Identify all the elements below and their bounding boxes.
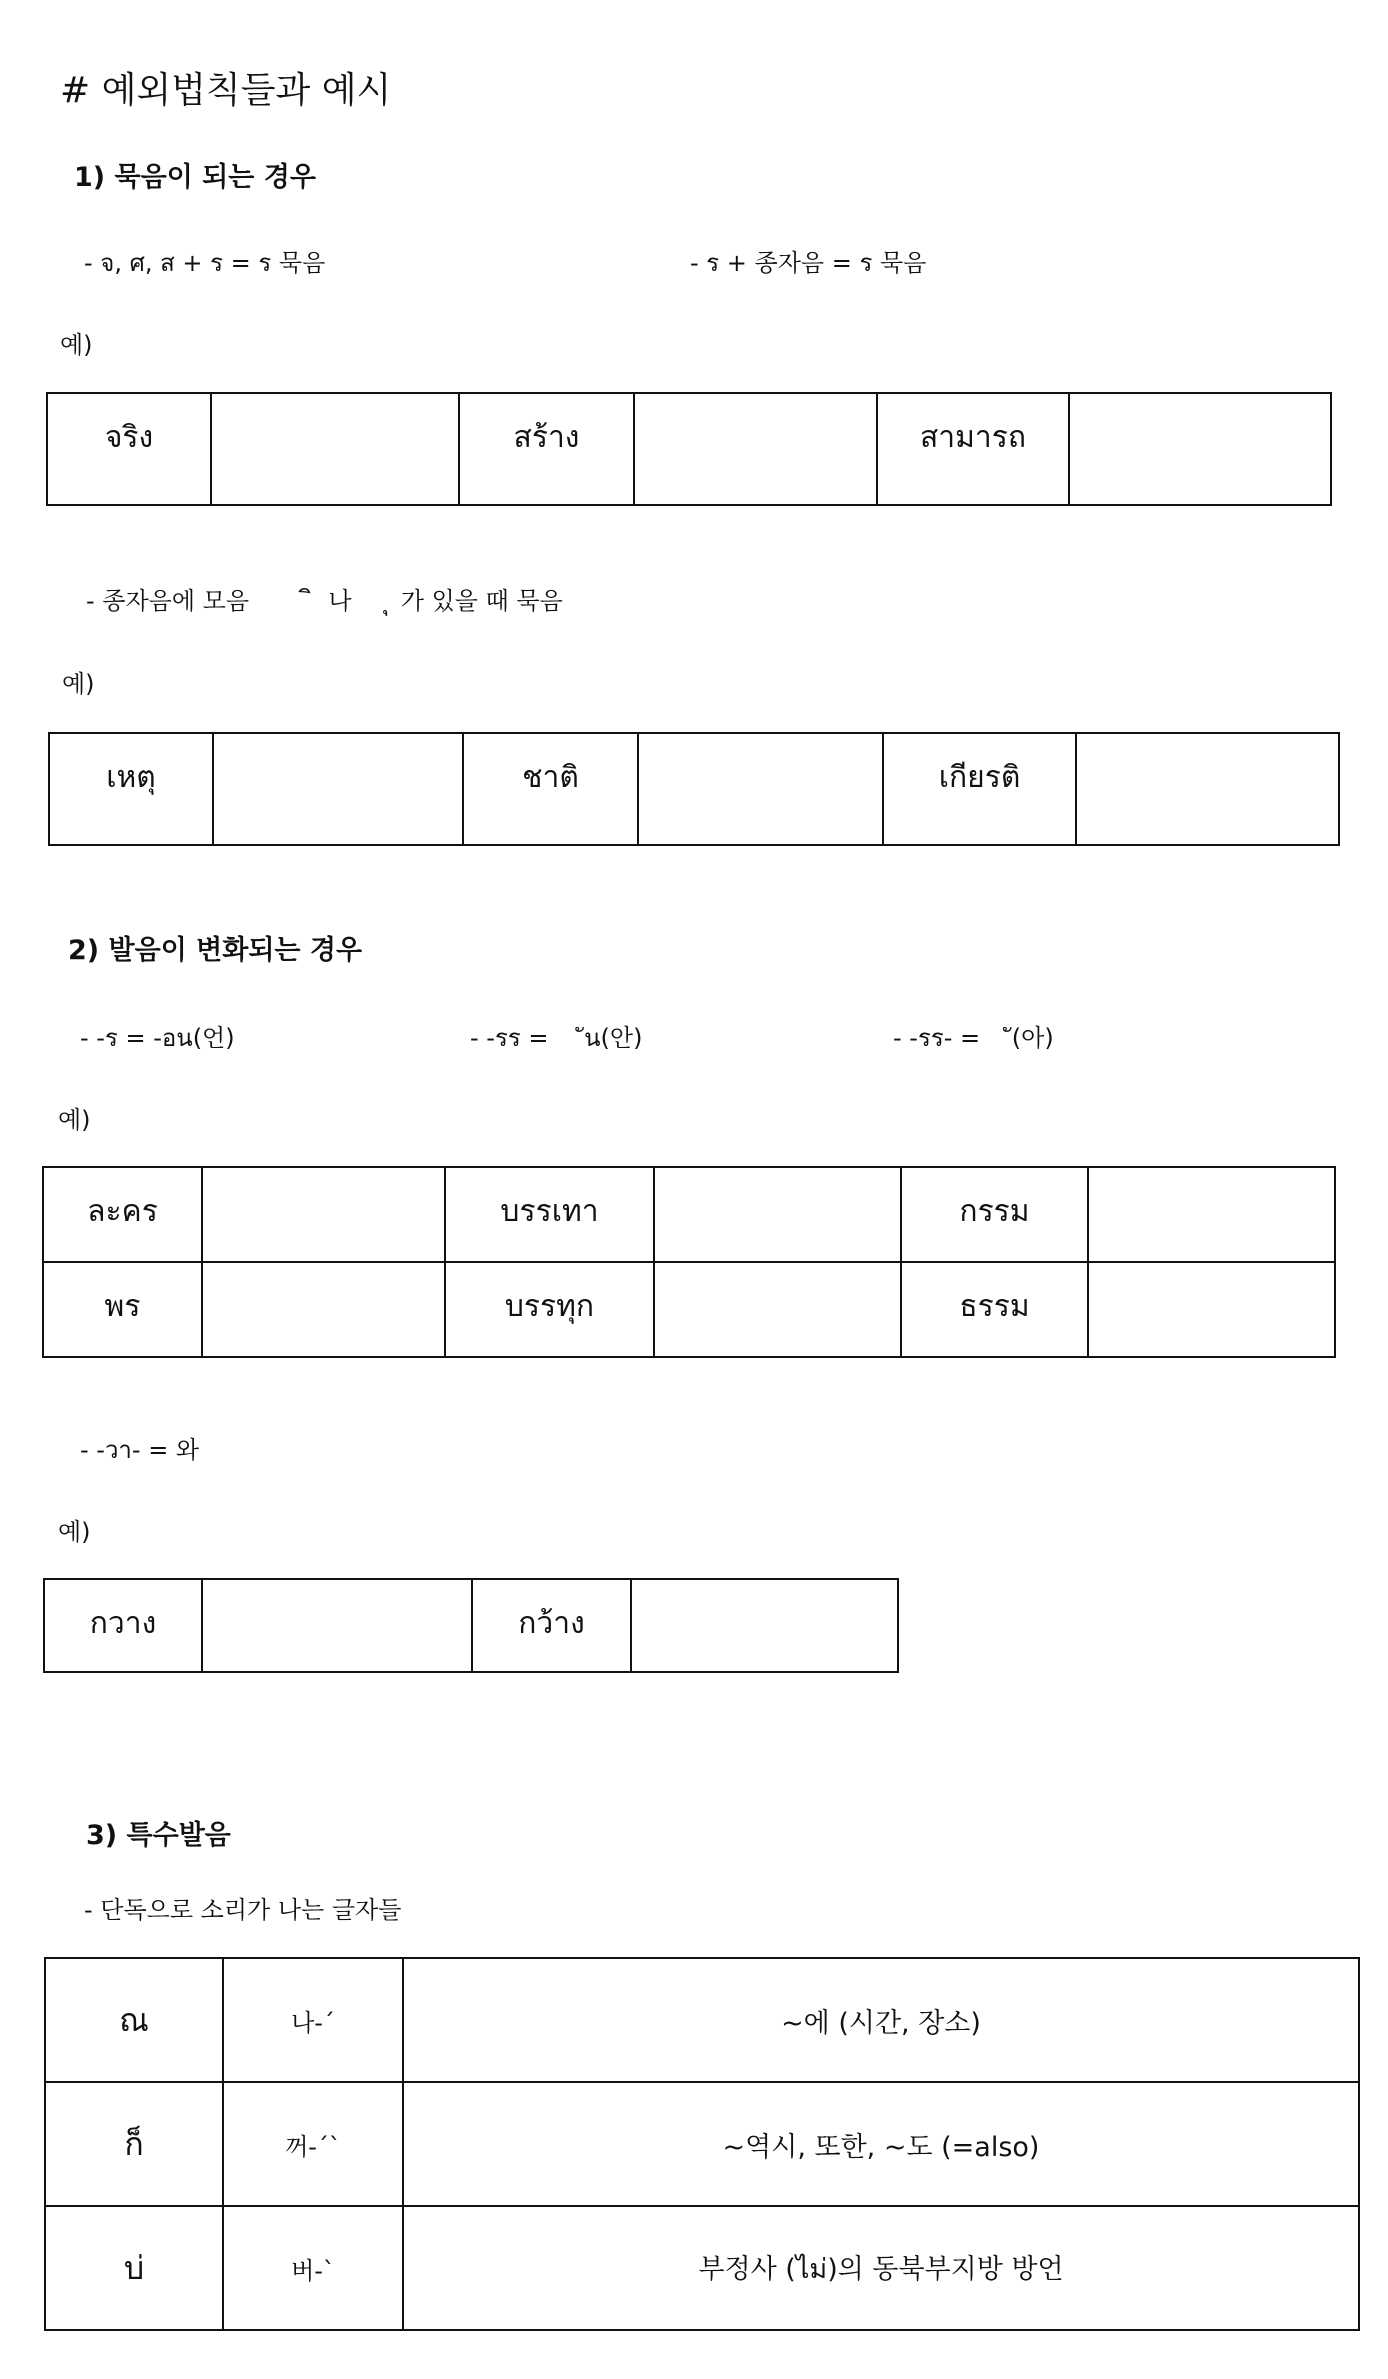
rule-text: - -รร- = bbox=[893, 1024, 981, 1052]
section1-rule-c bbox=[86, 580, 563, 621]
thai-word-cell: กรรม bbox=[901, 1167, 1088, 1262]
thai-word-cell: ละคร bbox=[43, 1167, 202, 1262]
thai-word-cell: ชาติ bbox=[463, 733, 638, 845]
table-row bbox=[45, 2082, 1359, 2206]
example-label: 예) bbox=[58, 1106, 91, 1134]
meaning-cell: 부정사 (ไม่)의 동북부지방 방언 bbox=[403, 2206, 1359, 2330]
pronunciation-cell: 버-ˋ bbox=[223, 2206, 403, 2330]
answer-cell[interactable] bbox=[202, 1262, 445, 1357]
example-table-silent-vowel bbox=[48, 732, 1340, 846]
example-label: 예) bbox=[62, 670, 95, 698]
thai-word-cell: เหตุ bbox=[49, 733, 213, 845]
thai-word-cell: บรรทุก bbox=[445, 1262, 654, 1357]
answer-cell[interactable] bbox=[1076, 733, 1339, 845]
thai-word-cell: เกียรติ bbox=[883, 733, 1076, 845]
section2-rule-b bbox=[470, 1018, 642, 1057]
pronunciation-cell: 나-ˊ bbox=[223, 1958, 403, 2082]
answer-cell[interactable] bbox=[202, 1579, 472, 1672]
section2-rule-a: - -ร = -อน(언) bbox=[80, 1024, 235, 1052]
section3-heading: 3) 특수발음 bbox=[86, 1820, 231, 1851]
section1-heading: 1) 묵음이 되는 경우 bbox=[74, 162, 316, 193]
section2-rule-d: - -วา- = 와 bbox=[80, 1436, 200, 1464]
meaning-cell: ~에 (시간, 장소) bbox=[403, 1958, 1359, 2082]
page-title: # 예외법칙들과 예시 bbox=[60, 70, 392, 111]
table-row bbox=[45, 2206, 1359, 2330]
answer-cell[interactable] bbox=[211, 393, 459, 505]
thai-word-cell: กว้าง bbox=[472, 1579, 631, 1672]
example-table-wa bbox=[43, 1578, 899, 1673]
thai-word-cell: จริง bbox=[47, 393, 211, 505]
rule-text: 나 bbox=[328, 587, 352, 615]
rule-text: - 종자음에 모음 bbox=[86, 587, 250, 615]
section1-rule-b: - ร + 종자음 = ร 묵음 bbox=[690, 249, 927, 277]
thai-word-cell: ธรรม bbox=[901, 1262, 1088, 1357]
answer-cell[interactable] bbox=[631, 1579, 898, 1672]
answer-cell[interactable] bbox=[213, 733, 463, 845]
thai-word-cell: สามารถ bbox=[877, 393, 1069, 505]
special-pronunciation-table bbox=[44, 1957, 1360, 2331]
meaning-cell: ~역시, 또한, ~도 (=also) bbox=[403, 2082, 1359, 2206]
section2-rule-c bbox=[893, 1018, 1054, 1057]
answer-cell[interactable] bbox=[654, 1167, 901, 1262]
rule-text: ัน(안) bbox=[584, 1024, 643, 1052]
thai-letter-cell: ณ bbox=[45, 1958, 223, 2082]
example-table-silent-r bbox=[46, 392, 1332, 506]
answer-cell[interactable] bbox=[634, 393, 877, 505]
section3-rule: - 단독으로 소리가 나는 글자들 bbox=[84, 1896, 402, 1924]
thai-word-cell: สร้าง bbox=[459, 393, 634, 505]
answer-cell[interactable] bbox=[202, 1167, 445, 1262]
example-label: 예) bbox=[58, 1518, 91, 1546]
answer-cell[interactable] bbox=[1088, 1262, 1335, 1357]
rule-text: ั(아) bbox=[1011, 1024, 1054, 1052]
answer-cell[interactable] bbox=[654, 1262, 901, 1357]
rule-text: - -รร = bbox=[470, 1024, 549, 1052]
example-label: 예) bbox=[60, 331, 93, 359]
answer-cell[interactable] bbox=[1069, 393, 1331, 505]
answer-cell[interactable] bbox=[1088, 1167, 1335, 1262]
thai-letter-cell: ก็ bbox=[45, 2082, 223, 2206]
section1-rule-a: - จ, ศ, ส + ร = ร 묵음 bbox=[84, 249, 326, 277]
thai-word-cell: พร bbox=[43, 1262, 202, 1357]
thai-letter-cell: บ่ bbox=[45, 2206, 223, 2330]
example-table-rr bbox=[42, 1166, 1336, 1358]
table-row bbox=[45, 1958, 1359, 2082]
thai-word-cell: กวาง bbox=[44, 1579, 202, 1672]
rule-text: 가 있을 때 묵음 bbox=[400, 587, 563, 615]
answer-cell[interactable] bbox=[638, 733, 883, 845]
thai-word-cell: บรรเทา bbox=[445, 1167, 654, 1262]
pronunciation-cell: 꺼-ˊˋ bbox=[223, 2082, 403, 2206]
section2-heading: 2) 발음이 변화되는 경우 bbox=[68, 935, 363, 966]
